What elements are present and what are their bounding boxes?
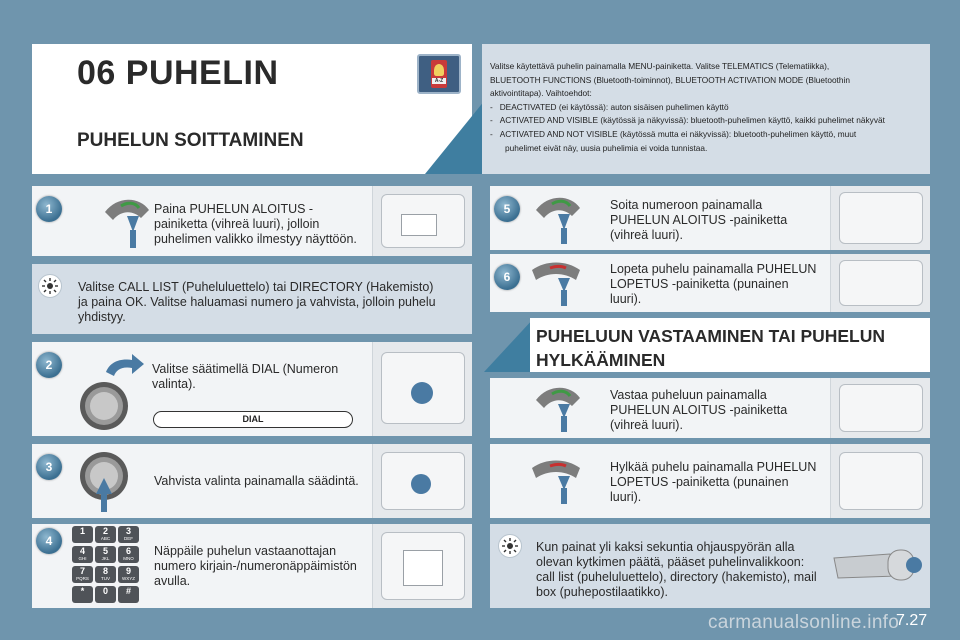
step-number: 4 — [36, 528, 62, 554]
option-text: DEACTIVATED (ei käytössä): auton sisäisen puhelimen käyttö — [499, 101, 729, 112]
intro-panel — [482, 44, 930, 174]
header-panel — [32, 44, 472, 174]
phone-book-icon: A-Z — [417, 54, 461, 94]
text-line: puhelimen valikko ilmestyy näyttöön. — [154, 232, 357, 246]
keypad-key[interactable] — [118, 566, 139, 583]
step-number: 3 — [36, 454, 62, 480]
step-2-panel — [32, 342, 472, 436]
knob-press-icon — [76, 448, 136, 516]
control-panel-image — [372, 342, 472, 436]
step-1-text — [154, 202, 357, 247]
keypad-key[interactable] — [72, 526, 93, 543]
keypad-key[interactable] — [72, 566, 93, 583]
control-panel-image — [372, 186, 472, 256]
answer-diagonal — [484, 318, 534, 372]
keypad-key[interactable] — [118, 546, 139, 563]
title-line: HYLKÄÄMINEN — [536, 350, 666, 370]
key-digit: 1 — [79, 526, 85, 536]
text-line: luuri). — [610, 292, 642, 306]
text-line: numero kirjain-/numeronäppäimistön — [154, 559, 357, 573]
option-item — [490, 101, 926, 115]
tip-1-text — [78, 280, 436, 325]
keypad-key[interactable] — [118, 586, 139, 603]
text-line: olevan kytkimen päätä, pääset puhelinvalikkoon: — [536, 555, 805, 569]
page-number: 7.27 — [896, 612, 928, 629]
keypad-key[interactable] — [72, 586, 93, 603]
step-1-panel — [32, 186, 472, 256]
keypad-key[interactable] — [95, 546, 116, 563]
text-line: valinta). — [152, 377, 196, 391]
text-line: Paina PUHELUN ALOITUS - — [154, 202, 314, 216]
intro-line: BLUETOOTH FUNCTIONS (Bluetooth-toiminnot), BLUETOOTH ACTIVATION MODE (Bluetoothin — [490, 74, 850, 85]
green-handset-icon — [528, 190, 584, 248]
keypad-key[interactable] — [95, 566, 116, 583]
option-text: ACTIVATED AND VISIBLE (käytössä ja näkyvissä): bluetooth-puhelimen käyttö, kaikki puhelimet näkyvät — [499, 115, 885, 126]
intro-line: Valitse käytettävä puhelin painamalla MENU-painiketta. Valitse TELEMATICS (Telematiikka), — [490, 61, 830, 71]
section-title: PUHELUN SOITTAMINEN — [77, 130, 304, 151]
step-number: 5 — [494, 196, 520, 222]
control-panel-image — [372, 524, 472, 608]
text-line: Vastaa puheluun painamalla — [610, 388, 767, 402]
dash: - — [490, 115, 493, 126]
watermark: carmanualsonline.info — [708, 612, 900, 633]
step-2-text — [152, 362, 338, 392]
text-line: Näppäile puhelun vastaanottajan — [154, 544, 337, 558]
answer-header-panel — [530, 318, 930, 372]
text-line: LOPETUS -painiketta (punainen — [610, 277, 789, 291]
text-line: (vihreä luuri). — [610, 228, 683, 242]
key-digit: 9 — [125, 566, 131, 576]
key-letters: JKL — [101, 556, 110, 561]
text-line: painiketta (vihreä luuri), jolloin — [154, 217, 320, 231]
tip-icon — [38, 274, 62, 298]
step-6-text — [610, 262, 816, 307]
option-item — [490, 142, 926, 156]
key-digit: 3 — [125, 526, 131, 536]
keypad-key[interactable] — [95, 586, 116, 603]
reject-call-text — [610, 460, 816, 505]
text-line: LOPETUS -painiketta (punainen — [610, 475, 789, 489]
text-line: (vihreä luuri). — [610, 418, 683, 432]
keypad-key[interactable] — [95, 526, 116, 543]
dash: - — [490, 101, 493, 112]
header-diagonal — [425, 100, 485, 174]
step-3-panel — [32, 444, 472, 518]
key-digit: 4 — [79, 546, 85, 556]
step-3-text: Vahvista valinta painamalla säädintä. — [154, 474, 359, 488]
key-letters: MNO — [123, 556, 134, 561]
text-line: PUHELUN ALOITUS -painiketta — [610, 213, 788, 227]
step-number: 6 — [494, 264, 520, 290]
text-line: luuri). — [610, 490, 642, 504]
green-handset-icon — [97, 192, 153, 252]
answer-call-text — [610, 388, 787, 433]
step-number: 1 — [36, 196, 62, 222]
keypad-key[interactable] — [72, 546, 93, 563]
text-line: Valitse CALL LIST (Puheluluettelo) tai DIRECTORY (Hakemisto) — [78, 280, 434, 294]
text-line: Valitse säätimellä DIAL (Numeron — [152, 362, 339, 376]
key-digit: 8 — [102, 566, 108, 576]
option-text: puhelimet eivät näy, uusia puhelimia ei voida tunnistaa. — [505, 142, 708, 153]
key-digit: 6 — [125, 546, 131, 556]
reject-call-panel — [490, 444, 930, 518]
red-handset-icon — [528, 450, 584, 510]
numeric-keypad — [72, 526, 142, 606]
step-4-text — [154, 544, 357, 589]
text-line: ja paina OK. Valitse haluamasi numero ja vahvista, jolloin puhelu — [78, 295, 436, 309]
control-panel-image — [830, 254, 930, 312]
control-panel-image — [830, 378, 930, 438]
key-letters: PQRS — [76, 576, 89, 581]
control-panel-image — [830, 444, 930, 518]
dash: - — [490, 128, 493, 139]
key-digit: 5 — [102, 546, 108, 556]
answer-title — [536, 324, 885, 372]
option-item — [490, 128, 926, 142]
option-text: ACTIVATED AND NOT VISIBLE (käytössä mutta ei näkyvissä): bluetooth-puhelimen käyttö, muut — [499, 128, 857, 139]
text-line: Kun painat yli kaksi sekuntia ohjauspyörän alla — [536, 540, 795, 554]
step-6-panel — [490, 254, 930, 312]
tip-2-panel — [490, 524, 930, 608]
intro-text — [490, 60, 926, 155]
intro-line: aktivointitapa). Vaihtoehdot: — [490, 88, 592, 99]
keypad-key[interactable] — [118, 526, 139, 543]
green-handset-icon — [528, 380, 584, 436]
text-line: call list (puheluluettelo), directory (hakemisto), mail — [536, 570, 817, 584]
text-line: Hylkää puhelu painamalla PUHELUN — [610, 460, 817, 474]
steering-stalk-icon — [830, 536, 926, 596]
step-number: 2 — [36, 352, 62, 378]
red-handset-icon — [528, 256, 584, 312]
tip-2-text — [536, 540, 817, 600]
text-line: box (puhepostilaatikko). — [536, 585, 669, 599]
key-letters: GHI — [78, 556, 87, 561]
rotary-knob-icon — [76, 348, 156, 432]
key-digit: 7 — [79, 566, 85, 576]
step-5-text — [610, 198, 787, 243]
key-digit: * — [80, 586, 85, 596]
answer-call-panel — [490, 378, 930, 438]
text-line: avulla. — [154, 574, 191, 588]
key-letters: ABC — [100, 536, 111, 541]
key-letters: DEF — [124, 536, 133, 541]
step-5-panel — [490, 186, 930, 250]
text-line: Soita numeroon painamalla — [610, 198, 763, 212]
option-item — [490, 114, 926, 128]
text-line: PUHELUN ALOITUS -painiketta — [610, 403, 788, 417]
key-letters: WXYZ — [122, 576, 135, 581]
control-panel-image — [372, 444, 472, 518]
text-line: Lopeta puhelu painamalla PUHELUN — [610, 262, 817, 276]
control-panel-image — [830, 186, 930, 250]
key-digit: # — [125, 586, 131, 596]
dial-menu-item[interactable]: DIAL — [153, 411, 353, 428]
chapter-title: 06 PUHELIN — [77, 54, 279, 92]
step-4-panel — [32, 524, 472, 608]
key-digit: 0 — [102, 586, 108, 596]
text-line: yhdistyy. — [78, 310, 126, 324]
title-line: PUHELUUN VASTAAMINEN TAI PUHELUN — [536, 326, 886, 346]
tip-1-panel — [32, 264, 472, 334]
key-letters: TUV — [101, 576, 110, 581]
tip-icon — [498, 534, 522, 558]
key-digit: 2 — [102, 526, 108, 536]
